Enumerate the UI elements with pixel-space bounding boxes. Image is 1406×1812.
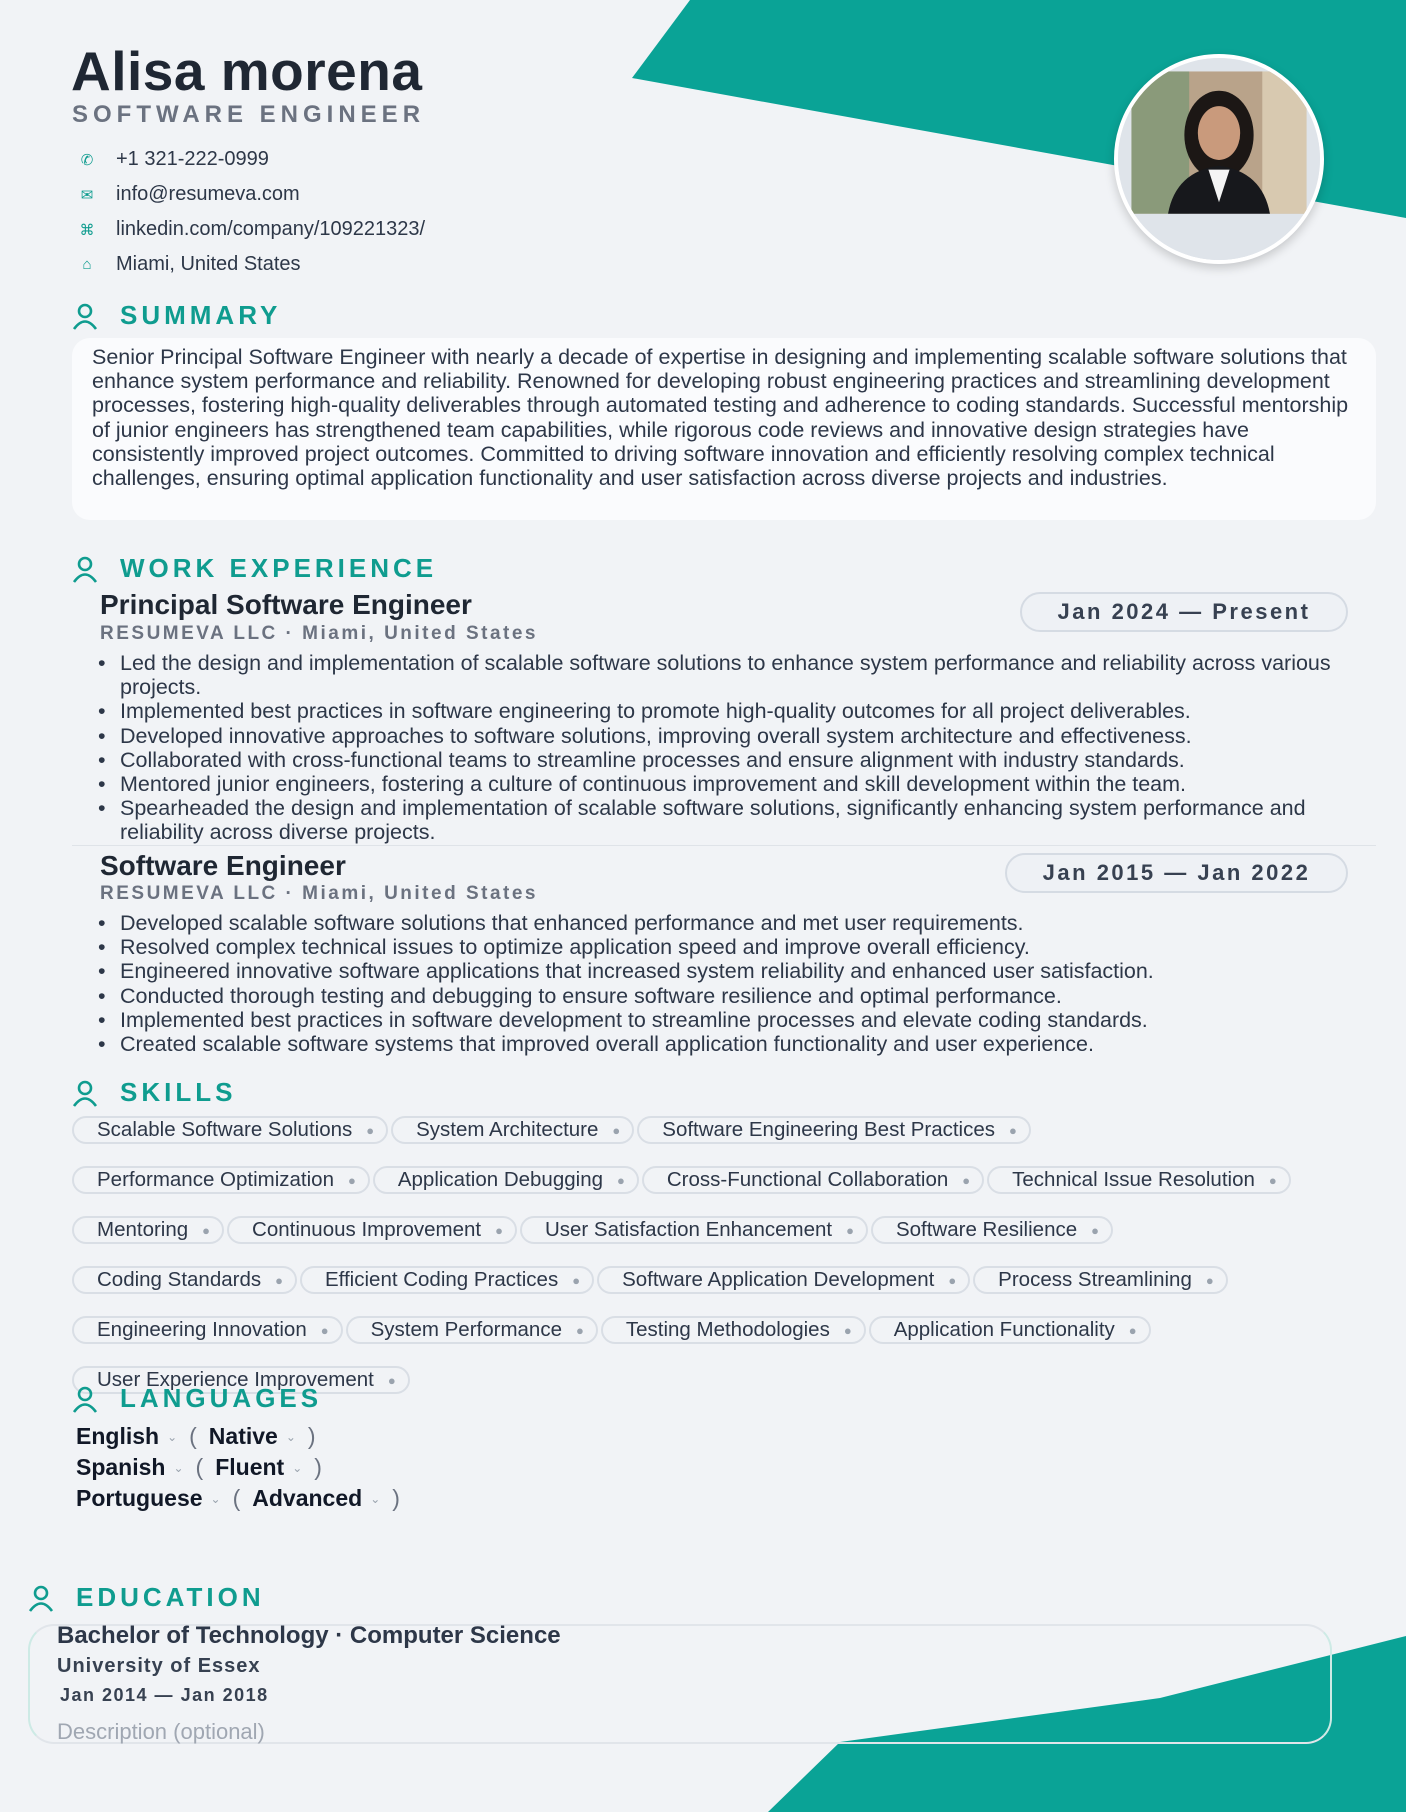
job-bullet: • Collaborated with cross-functional teams to streamline processes and ensure alignment with industry standards. bbox=[92, 748, 1382, 772]
open-paren: ( bbox=[195, 1454, 204, 1480]
skills-title: SKILLS bbox=[120, 1077, 237, 1107]
job-title[interactable]: Principal Software Engineer bbox=[100, 589, 472, 620]
person-icon bbox=[72, 1385, 98, 1413]
skill-label: User Experience Improvement bbox=[97, 1368, 374, 1391]
languages-title: LANGUAGES bbox=[120, 1383, 323, 1413]
open-paren: ( bbox=[232, 1485, 241, 1511]
skill-chip[interactable] bbox=[72, 1166, 370, 1194]
skill-chip[interactable] bbox=[373, 1166, 639, 1194]
dot-icon: ● bbox=[1009, 1122, 1017, 1138]
dot-icon: ● bbox=[1205, 1272, 1214, 1288]
language-row bbox=[76, 1421, 412, 1452]
skills-heading bbox=[72, 1077, 236, 1108]
summary-title: SUMMARY bbox=[120, 300, 282, 330]
dot-icon: ● bbox=[366, 1122, 375, 1138]
skill-chip[interactable] bbox=[601, 1316, 866, 1344]
dot-icon: ● bbox=[572, 1272, 581, 1288]
language-level-select[interactable]: Advanced bbox=[252, 1485, 363, 1511]
skill-label: Performance Optimization bbox=[97, 1168, 334, 1191]
language-list bbox=[76, 1421, 412, 1514]
dot-icon: ● bbox=[202, 1222, 211, 1238]
location-icon: ⌂ bbox=[82, 256, 92, 273]
job-bullet: • Spearheaded the design and implementation of scalable software solutions, significantly enhancing system performance and reliability across diverse projects. bbox=[92, 796, 1382, 844]
contact-list bbox=[78, 142, 425, 282]
skill-chip[interactable] bbox=[391, 1116, 634, 1144]
skill-label: Technical Issue Resolution bbox=[1012, 1168, 1255, 1191]
skill-chip[interactable] bbox=[72, 1316, 343, 1344]
education-title: EDUCATION bbox=[76, 1582, 265, 1612]
dot-icon: ● bbox=[320, 1322, 329, 1338]
skill-chip[interactable] bbox=[869, 1316, 1151, 1344]
person-icon bbox=[72, 302, 98, 330]
skill-label: Mentoring bbox=[97, 1218, 189, 1241]
skill-label: System Performance bbox=[370, 1318, 562, 1341]
dot-icon: ● bbox=[948, 1272, 957, 1288]
job-bullet: • Developed innovative approaches to software solutions, improving overall system architecture and effectiveness. bbox=[92, 724, 1382, 748]
dot-icon: ● bbox=[347, 1172, 356, 1188]
education-degree[interactable]: Bachelor of Technology · Computer Science bbox=[57, 1622, 561, 1649]
job-bullet: • Created scalable software systems that improved overall application functionality and user experience. bbox=[92, 1032, 1382, 1056]
linkedin-text: linkedin.com/company/109221323/ bbox=[116, 218, 426, 240]
skill-label: Coding Standards bbox=[97, 1268, 262, 1291]
education-dates[interactable]: Jan 2014 — Jan 2018 bbox=[60, 1685, 269, 1705]
job-date-pill[interactable]: Jan 2015 — Jan 2022 bbox=[1005, 853, 1348, 893]
job-bullet: • Developed scalable software solutions that enhanced performance and met user requirements. bbox=[92, 911, 1382, 935]
job-bullet: • Resolved complex technical issues to optimize application speed and improve overall efficiency. bbox=[92, 935, 1382, 959]
skill-chip[interactable] bbox=[597, 1266, 970, 1294]
skill-chip[interactable] bbox=[871, 1216, 1113, 1244]
skill-label: System Architecture bbox=[416, 1118, 599, 1141]
language-row bbox=[76, 1452, 412, 1483]
skill-label: User Satisfaction Enhancement bbox=[544, 1218, 833, 1241]
skill-label: Cross-Functional Collaboration bbox=[666, 1168, 949, 1191]
skills-list bbox=[72, 1116, 1372, 1394]
skill-chip[interactable] bbox=[72, 1116, 388, 1144]
candidate-title: SOFTWARE ENGINEER bbox=[72, 101, 426, 128]
skill-chip[interactable] bbox=[637, 1116, 1031, 1144]
dot-icon: ● bbox=[1268, 1172, 1277, 1188]
education-school[interactable]: University of Essex bbox=[57, 1655, 261, 1677]
contact-location[interactable] bbox=[78, 247, 425, 282]
skill-label: Application Debugging bbox=[397, 1168, 603, 1191]
job-bullet: • Implemented best practices in software engineering to promote high-quality outcomes for all project deliverables. bbox=[92, 699, 1382, 723]
open-paren: ( bbox=[189, 1423, 197, 1449]
language-name-select[interactable]: Portuguese bbox=[76, 1485, 203, 1511]
work-experience-title: WORK EXPERIENCE bbox=[120, 553, 438, 583]
language-name-select[interactable]: English bbox=[76, 1423, 160, 1449]
chevron-down-icon[interactable]: ⌄ bbox=[173, 1460, 184, 1475]
dot-icon: ● bbox=[612, 1122, 621, 1138]
dot-icon: ● bbox=[275, 1272, 283, 1288]
dot-icon: ● bbox=[495, 1222, 503, 1238]
phone-icon: ✆ bbox=[80, 151, 94, 169]
chevron-down-icon[interactable]: ⌄ bbox=[292, 1460, 303, 1475]
skill-label: Software Resilience bbox=[895, 1218, 1078, 1241]
person-icon bbox=[28, 1584, 54, 1612]
person-icon bbox=[72, 555, 98, 583]
person-icon bbox=[72, 1079, 98, 1107]
skill-label: Engineering Innovation bbox=[97, 1318, 307, 1341]
language-name-select[interactable]: Spanish bbox=[76, 1454, 166, 1480]
skill-chip[interactable] bbox=[227, 1216, 517, 1244]
dot-icon: ● bbox=[843, 1322, 852, 1338]
dot-icon: ● bbox=[617, 1172, 625, 1188]
education-heading bbox=[28, 1582, 265, 1613]
close-paren: ) bbox=[392, 1485, 400, 1511]
skill-label: Process Streamlining bbox=[998, 1268, 1192, 1291]
skill-chip[interactable] bbox=[520, 1216, 868, 1244]
skill-label: Testing Methodologies bbox=[625, 1318, 830, 1341]
skill-label: Software Engineering Best Practices bbox=[662, 1118, 996, 1141]
close-paren: ) bbox=[307, 1423, 316, 1449]
chevron-down-icon[interactable]: ⌄ bbox=[370, 1491, 381, 1506]
skill-label: Software Application Development bbox=[622, 1268, 935, 1291]
job-bullets bbox=[92, 651, 1382, 845]
job-title[interactable]: Software Engineer bbox=[100, 850, 346, 881]
languages-heading bbox=[72, 1383, 322, 1414]
close-paren: ) bbox=[314, 1454, 322, 1480]
summary-text[interactable]: Senior Principal Software Engineer with nearly a decade of expertise in designing and implementing scalable software solutions that enhance system performance and reliability. Renowned for developing robust engineering practices and streamlining development processes, fostering high-quality deliverables through automated testing and adherence to coding standards. Successful mentorship of junior engineers has strengthened team capabilities, while rigorous code reviews and innovative design strategies have consistently improved project outcomes. Committed to driving software innovation and efficiently resolving complex technical challenges, ensuring optimal application functionality and user satisfaction across diverse projects and industries. bbox=[92, 345, 1349, 491]
skill-chip[interactable] bbox=[973, 1266, 1228, 1294]
location-text: Miami, United States bbox=[116, 253, 301, 275]
skill-label: Application Functionality bbox=[893, 1318, 1115, 1341]
dot-icon: ● bbox=[575, 1322, 584, 1338]
skill-chip[interactable] bbox=[72, 1216, 224, 1244]
skill-chip[interactable] bbox=[642, 1166, 984, 1194]
job-bullet: • Implemented best practices in software development to streamline processes and elevate coding standards. bbox=[92, 1008, 1382, 1032]
language-level-select[interactable]: Fluent bbox=[215, 1454, 285, 1480]
education-description-field[interactable]: Description (optional) bbox=[57, 1719, 265, 1744]
job-bullets bbox=[92, 911, 1382, 1056]
job-divider bbox=[72, 845, 1376, 846]
language-row bbox=[76, 1483, 412, 1514]
dot-icon: ● bbox=[387, 1372, 396, 1388]
dot-icon: ● bbox=[1128, 1322, 1137, 1338]
language-level-select[interactable]: Native bbox=[208, 1423, 278, 1449]
chevron-down-icon[interactable]: ⌄ bbox=[210, 1491, 221, 1506]
linkedin-icon: ⌘ bbox=[79, 221, 95, 239]
profile-photo[interactable] bbox=[1114, 54, 1324, 264]
skill-label: Continuous Improvement bbox=[252, 1218, 482, 1241]
chevron-down-icon[interactable]: ⌄ bbox=[167, 1429, 178, 1444]
email-icon: ✉ bbox=[80, 186, 94, 204]
candidate-name: Alisa morena bbox=[71, 40, 423, 102]
phone-text: +1 321-222-0999 bbox=[116, 148, 269, 170]
job-company: RESUMEVA LLC · Miami, United States bbox=[100, 623, 538, 644]
summary-heading bbox=[72, 300, 281, 331]
dot-icon: ● bbox=[1091, 1222, 1099, 1238]
job-bullet: • Mentored junior engineers, fostering a culture of continuous improvement and skill development within the team. bbox=[92, 772, 1382, 796]
profile-photo-image bbox=[1118, 58, 1320, 260]
contact-phone[interactable] bbox=[78, 142, 425, 177]
skill-chip[interactable] bbox=[72, 1266, 297, 1294]
job-bullet: • Led the design and implementation of scalable software solutions to enhance system performance and reliability across various projects. bbox=[92, 651, 1382, 699]
chevron-down-icon[interactable]: ⌄ bbox=[285, 1429, 296, 1444]
email-text: info@resumeva.com bbox=[116, 183, 300, 205]
work-experience-heading bbox=[72, 553, 437, 584]
contact-email[interactable] bbox=[78, 177, 425, 212]
job-date-pill[interactable]: Jan 2024 — Present bbox=[1020, 592, 1348, 632]
job-bullet: • Engineered innovative software applications that increased system reliability and enhanced user satisfaction. bbox=[92, 959, 1382, 983]
skill-chip[interactable] bbox=[300, 1266, 594, 1294]
dot-icon: ● bbox=[846, 1222, 854, 1238]
skill-label: Efficient Coding Practices bbox=[324, 1268, 559, 1291]
job-company: RESUMEVA LLC · Miami, United States bbox=[100, 883, 538, 904]
dot-icon: ● bbox=[962, 1172, 971, 1188]
job-bullet: • Conducted thorough testing and debugging to ensure software resilience and optimal performance. bbox=[92, 984, 1382, 1008]
skill-label: Scalable Software Solutions bbox=[97, 1118, 353, 1141]
skill-chip[interactable] bbox=[987, 1166, 1291, 1194]
skill-chip[interactable] bbox=[346, 1316, 598, 1344]
contact-linkedin[interactable] bbox=[78, 212, 425, 247]
